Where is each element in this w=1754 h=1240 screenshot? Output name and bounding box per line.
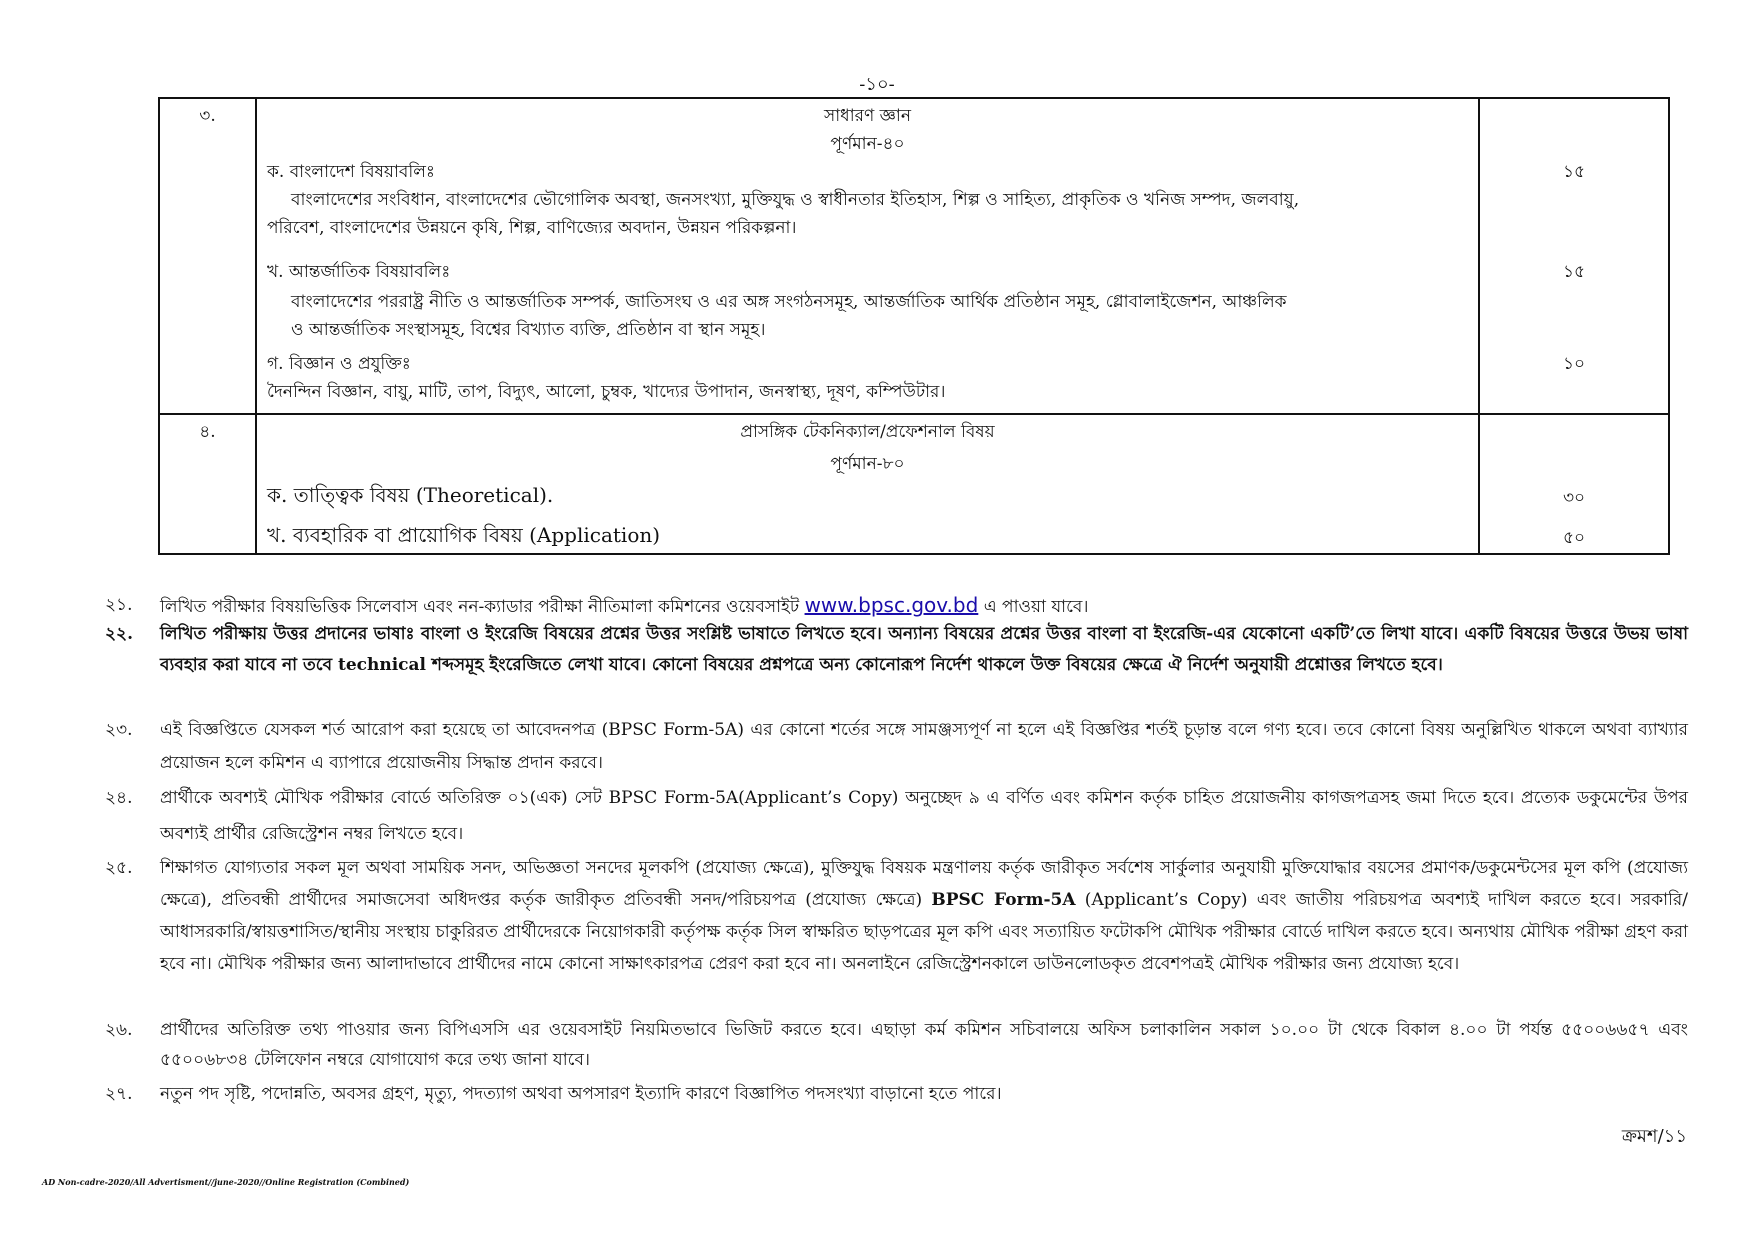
subject-title: সাধারণ জ্ঞান	[824, 106, 911, 126]
section-heading: খ. ব্যবহারিক বা প্রায়োগিক বিষয় (Application)	[267, 523, 661, 547]
section-text: বাংলাদেশের সংবিধান, বাংলাদেশের ভৌগোলিক অবস্থা, জনসংখ্যা, মুক্তিযুদ্ধ ও স্বাধীনতার ইতিহাস, শিল্প ও সাহিত্য, প্রাকৃতিক ও খনিজ সম্পদ, জলবায়ু,	[291, 190, 1300, 210]
item-text-part: লিখিত পরীক্ষার বিষয়ভিত্তিক সিলেবাস এবং নন-ক্যাডার পরীক্ষা নীতিমালা কমিশনের ওয়েবসাইট	[160, 597, 805, 617]
section-text: দৈনন্দিন বিজ্ঞান, বায়ু, মাটি, তাপ, বিদ্যুৎ, আলো, চুম্বক, খাদ্যের উপাদান, জনস্বাস্থ্য, দূষণ, কম্পিউটার।	[267, 382, 946, 402]
item-number: ২৭.	[105, 1084, 133, 1104]
item-text-part: (Applicant’s Copy) এবং জাতীয় পরিচয়পত্র অবশ্যই দাখিল করতে হবে। সরকারি/ আধাসরকারি/স্বায়ত্তশাসিত/স্থানীয় সংস্থায় চাকুরিরত প্রার্থীদেরকে নিয়োগকারী কর্তৃপক্ষ কর্তৃক সিল স্বাক্ষরিত ছাড়পত্রের মূল কপি এবং সত্যায়িত ফটোকপি মৌখিক পরীক্ষার বোর্ডে দাখিল করতে হবে। অন্যথায় মৌখিক পরীক্ষা গ্রহণ করা হবে না। মৌখিক পরীক্ষার জন্য আলাদাভাবে প্রার্থীদের নামে কোনো সাক্ষাৎকারপত্র প্রেরণ করা হবে না। অনলাইনে রেজিস্ট্রেশনকালে ডাউনলোডকৃত প্রবেশপত্রই মৌখিক পরীক্ষার জন্য প্রযোজ্য হবে।	[160, 890, 1688, 974]
marks-value: ১৫	[1562, 262, 1586, 282]
table-row	[159, 98, 1669, 414]
subject-title: প্রাসঙ্গিক টেকনিক্যাল/প্রফেশনাল বিষয়	[740, 422, 995, 442]
item-text-part: এ পাওয়া যাবে।	[978, 597, 1089, 617]
section-heading: ক. তাত্ত্বিক বিষয় (Theoretical).	[267, 483, 554, 507]
table-row	[159, 414, 1669, 554]
list-item	[105, 1015, 1688, 1075]
item-number: ২৩.	[105, 720, 133, 740]
section-text: বাংলাদেশের পররাষ্ট্র নীতি ও আন্তর্জাতিক সম্পর্ক, জাতিসংঘ ও এর অঙ্গ সংগঠনসমূহ, আন্তর্জাতিক আর্থিক প্রতিষ্ঠান সমূহ, গ্লোবালাইজেশন, আঞ্চলিক	[291, 292, 1287, 312]
item-number: ২২.	[105, 624, 134, 644]
list-item	[105, 780, 1688, 852]
list-item	[105, 852, 1688, 980]
item-number: ২৬.	[105, 1020, 133, 1040]
section-text: ও আন্তর্জাতিক সংস্থাসমূহ, বিশ্বের বিখ্যাত ব্যক্তি, প্রতিষ্ঠান বা স্থান সমূহ।	[291, 320, 766, 340]
page-number: -১০-	[859, 74, 895, 95]
item-text: লিখিত পরীক্ষায় উত্তর প্রদানের ভাষাঃ বাংলা ও ইংরেজি বিষয়ের প্রশ্নের উত্তর সংশ্লিষ্ট ভাষাতে লিখতে হবে। অন্যান্য বিষয়ের প্রশ্নের উত্তর বাংলা বা ইংরেজি-এর যেকোনো একটি’তে লিখা যাবে। একটি বিষয়ের উত্তরে উভয় ভাষা ব্যবহার করা যাবে না তবে technical শব্দসমূহ ইংরেজিতে লেখা যাবে। কোনো বিষয়ের প্রশ্নপত্রে অন্য কোনোরূপ নির্দেশ থাকলে উক্ত বিষয়ের ক্ষেত্রে ঐ নির্দেশ অনুযায়ী প্রশ্নোত্তর লিখতে হবে।	[160, 624, 1688, 675]
marks-value: ৩০	[1562, 488, 1586, 508]
item-text-part: শিক্ষাগত যোগ্যতার সকল মূল অথবা সাময়িক সনদ, অভিজ্ঞতা সনদের মূলকপি (প্রযোজ্য ক্ষেত্রে), মুক্তিযুদ্ধ বিষয়ক মন্ত্রণালয় কর্তৃক জারীকৃত সর্বশেষ সার্কুলার অনুযায়ী মুক্তিযোদ্ধার বয়সের প্রমাণক/ডকুমেন্টসের মূল কপি (প্রযোজ্য ক্ষেত্রে), প্রতিবন্ধী প্রার্থীদের সমাজসেবা অধিদপ্তর কর্তৃক জারীকৃত প্রতিবন্ধী সনদ/পরিচয়পত্র (প্রযোজ্য ক্ষেত্রে)	[160, 858, 1688, 910]
item-text: নতুন পদ সৃষ্টি, পদোন্নতি, অবসর গ্রহণ, মৃত্যু, পদত্যাগ অথবা অপসারণ ইত্যাদি কারণে বিজ্ঞাপিত পদসংখ্যা বাড়ানো হতে পারে।	[160, 1084, 1002, 1104]
marks-value: ১০	[1562, 354, 1586, 374]
list-item	[105, 1076, 1688, 1112]
subject-cell	[256, 414, 1479, 554]
subject-cell	[256, 98, 1479, 414]
section-heading: গ. বিজ্ঞান ও প্রযুক্তিঃ	[267, 354, 411, 374]
item-text: প্রার্থীদের অতিরিক্ত তথ্য পাওয়ার জন্য বিপিএসসি এর ওয়েবসাইট নিয়মিতভাবে ভিজিট করতে হবে। এছাড়া কর্ম কমিশন সচিবালয়ে অফিস চলাকালিন সকাল ১০.০০ টা থেকে বিকাল ৪.০০ টা পর্যন্ত ৫৫০০৬৬৫৭ এবং ৫৫০০৬৮৩৪ টেলিফোন নম্বরে যোগাযোগ করে তথ্য জানা যাবে।	[160, 1020, 1688, 1070]
continuation-marker: ক্রমশ/১১	[1621, 1126, 1687, 1147]
row-number: ৪.	[159, 414, 256, 554]
section-text: পরিবেশ, বাংলাদেশের উন্নয়নে কৃষি, শিল্প, বাণিজ্যের অবদান, উন্নয়ন পরিকল্পনা।	[267, 218, 797, 238]
marks-value: ১৫	[1562, 162, 1586, 182]
list-item	[105, 714, 1688, 780]
section-heading: ক. বাংলাদেশ বিষয়াবলিঃ	[267, 162, 435, 182]
list-item	[105, 619, 1688, 681]
item-number: ২১.	[105, 595, 133, 615]
section-heading: খ. আন্তর্জাতিক বিষয়াবলিঃ	[267, 262, 451, 282]
item-number: ২৫.	[105, 858, 133, 878]
form-name-bold: BPSC Form-5A	[931, 890, 1076, 910]
item-text: এই বিজ্ঞপ্তিতে যেসকল শর্ত আরোপ করা হয়েছে তা আবেদনপত্র (BPSC Form-5A) এর কোনো শর্তের সঙ্গে সামঞ্জস্যপূর্ণ না হলে এই বিজ্ঞপ্তির শর্তই চূড়ান্ত বলে গণ্য হবে। তবে কোনো বিষয় অনুল্লিখিত থাকলে অথবা ব্যাখ্যার প্রয়োজন হলে কমিশন এ ব্যাপারে প্রয়োজনীয় সিদ্ধান্ত প্রদান করবে।	[160, 720, 1688, 773]
item-number: ২৪.	[105, 788, 133, 808]
row-number: ৩.	[159, 98, 256, 414]
full-marks: পূর্ণমান-৮০	[830, 454, 905, 474]
marks-value: ৫০	[1562, 528, 1586, 548]
marks-cell	[1479, 414, 1669, 554]
footer-reference: AD Non-cadre-2020/All Advertisment//june-2020//Online Registration (Combined)	[42, 1177, 410, 1187]
full-marks: পূর্ণমান-৪০	[830, 134, 905, 154]
marks-cell	[1479, 98, 1669, 414]
item-text: প্রার্থীকে অবশ্যই মৌখিক পরীক্ষার বোর্ডে অতিরিক্ত ০১(এক) সেট BPSC Form-5A(Applicant’s Copy) অনুচ্ছেদ ৯ এ বর্ণিত এবং কমিশন কর্তৃক চাহিত প্রয়োজনীয় কাগজপত্রসহ জমা দিতে হবে। প্রত্যেক ডকুমেন্টের উপর অবশ্যই প্রার্থীর রেজিস্ট্রেশন নম্বর লিখতে হবে।	[160, 788, 1688, 844]
bpsc-website-link[interactable]: www.bpsc.gov.bd	[804, 593, 979, 617]
item-text	[160, 852, 1688, 980]
syllabus-table	[158, 97, 1670, 555]
